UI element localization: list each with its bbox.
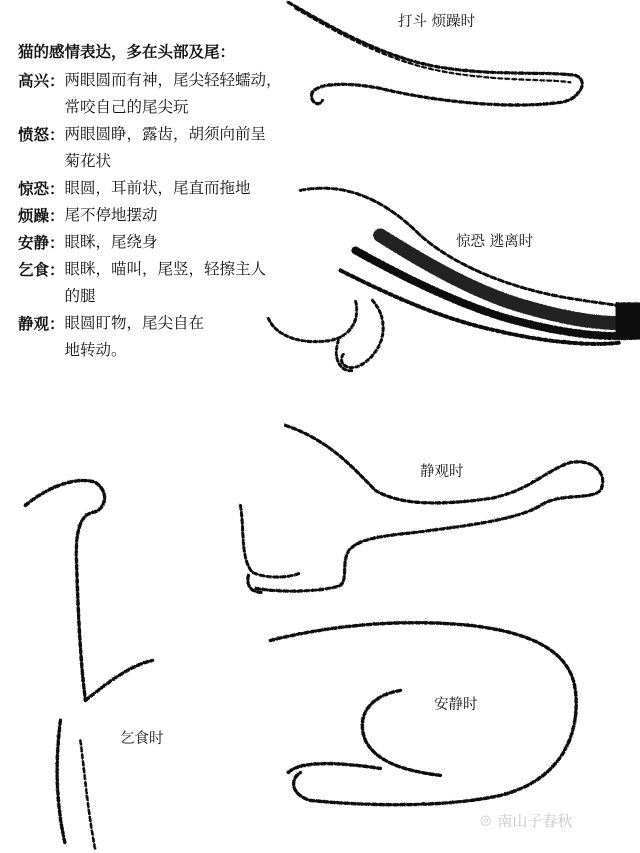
expression-term: 愤怒	[18, 125, 50, 144]
expression-row	[18, 229, 318, 256]
expression-row	[18, 256, 318, 310]
expression-row	[18, 310, 318, 364]
expression-desc: 尾不停地摆动	[64, 206, 158, 224]
watermark	[480, 810, 572, 831]
expression-desc: 眼眯，尾绕身	[64, 233, 158, 251]
calm-tail-drawing	[270, 622, 576, 804]
heading: 猫的感情表达，多在头部及尾：	[18, 42, 236, 61]
label-beg: 乞食时	[120, 731, 164, 747]
expression-row	[18, 121, 318, 175]
expression-colon: ：	[49, 260, 65, 279]
expression-desc: 眼圆盯物，尾尖自在 地转动。	[64, 314, 205, 359]
expression-desc: 眼眯，喵叫，尾竖，轻擦主人 的腿	[64, 260, 267, 305]
watch-tail-drawing	[240, 425, 602, 592]
expression-desc: 两眼圆而有神，尾尖轻轻蠕动， 常咬自己的尾尖玩	[64, 71, 282, 116]
wechat-icon: ◎	[480, 813, 492, 828]
expression-row	[18, 175, 318, 202]
expression-colon: ：	[49, 314, 65, 333]
beg-tail-drawing	[25, 480, 152, 850]
expression-colon: ：	[49, 233, 65, 252]
expression-term: 惊恐	[18, 179, 50, 198]
watermark-text: 南山子春秋	[497, 812, 573, 830]
expression-term: 乞食	[18, 260, 50, 279]
expression-term: 高兴	[18, 71, 50, 90]
expression-colon: ：	[49, 125, 65, 144]
expression-text-block	[18, 38, 318, 364]
expression-row	[18, 67, 318, 121]
expression-desc: 两眼圆睁，露齿，胡须向前呈 菊花状	[64, 125, 267, 170]
label-calm: 安静时	[434, 697, 478, 713]
label-fear: 惊恐 逃离时	[456, 234, 534, 250]
expression-term: 安静	[18, 233, 50, 252]
fear-tail-drawing	[268, 188, 640, 370]
expression-colon: ：	[49, 179, 65, 198]
label-watch: 静观时	[420, 464, 464, 480]
expression-term: 烦躁	[18, 206, 50, 225]
expression-term: 静观	[18, 314, 50, 333]
expression-row	[18, 202, 318, 229]
expression-desc: 眼圆，耳前状，尾直而拖地	[64, 179, 251, 197]
expression-colon: ：	[49, 206, 65, 225]
label-fight: 打斗 烦躁时	[398, 14, 476, 30]
expression-colon: ：	[49, 71, 65, 90]
expression-list	[18, 67, 318, 364]
